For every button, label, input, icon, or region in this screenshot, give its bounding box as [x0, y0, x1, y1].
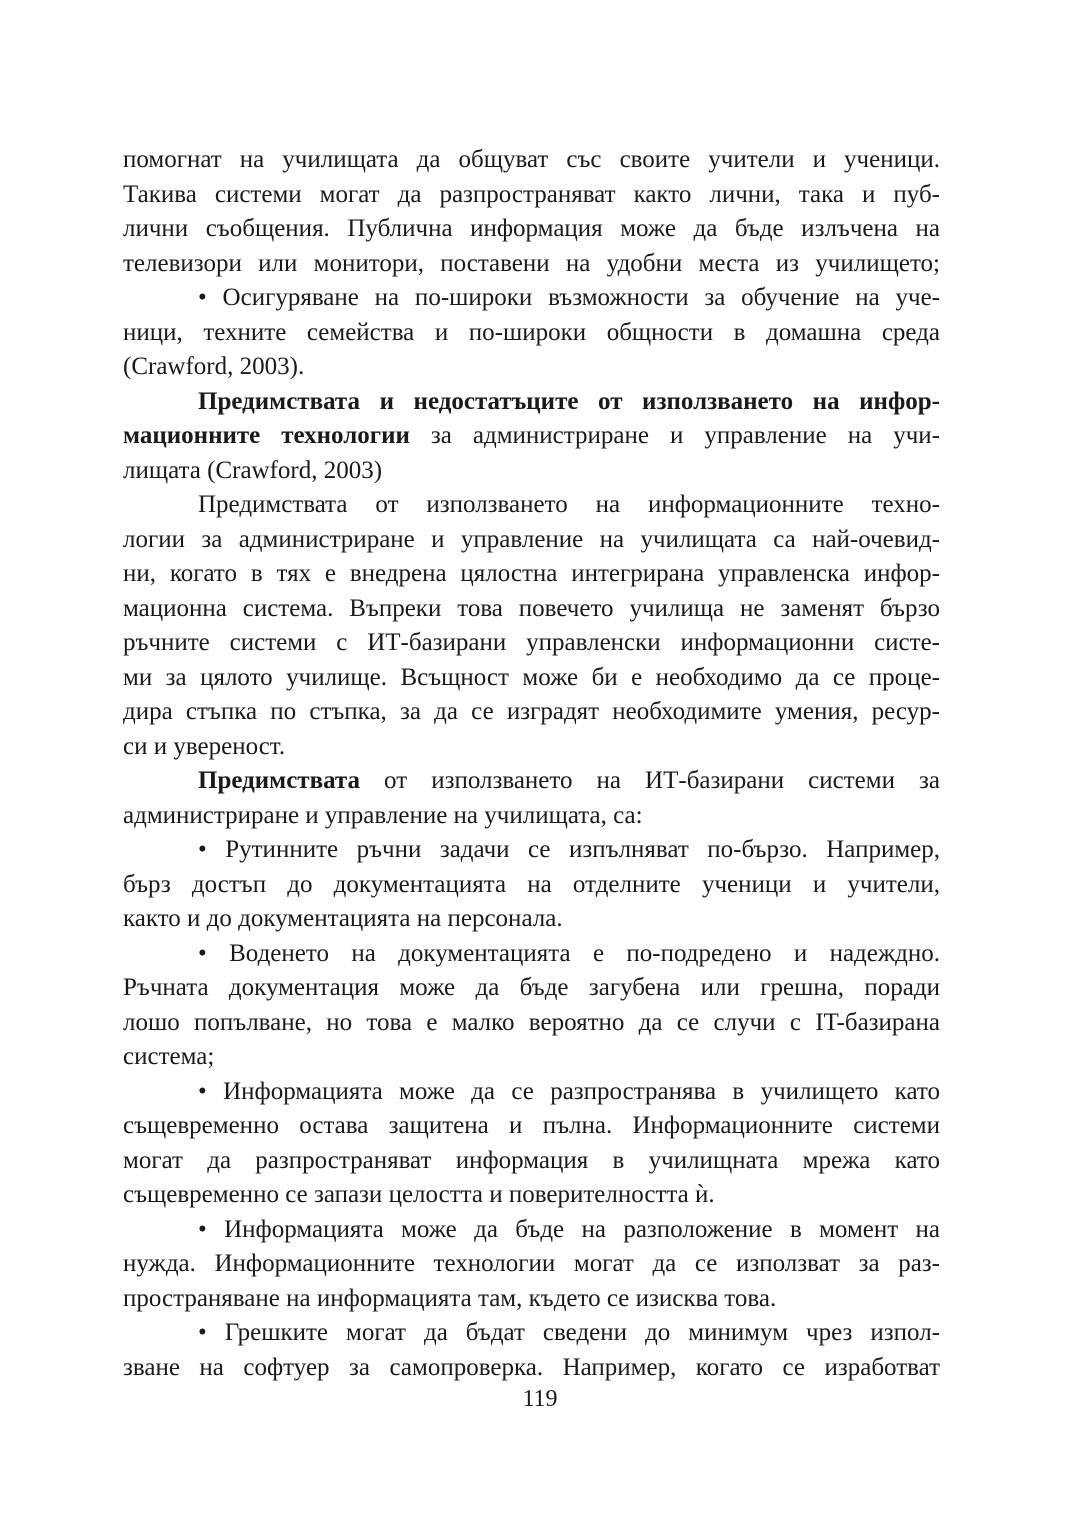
- bullet-paragraph: [123, 1316, 940, 1385]
- heading-line: лищата (Crawford, 2003): [123, 456, 383, 484]
- text-line: могат да разпространяват информация в училищната мрежа като: [123, 1146, 940, 1174]
- text-line: система;: [123, 1043, 215, 1070]
- heading-line: [123, 419, 940, 454]
- text-line: бърз достъп до документацията на отделните ученици и учители,: [123, 870, 940, 898]
- text-line: пространяване на информацията там, където се изисква това.: [123, 1284, 777, 1312]
- text-line: Ръчната документация може да бъде загубена или грешна, поради: [123, 974, 940, 1001]
- text-line: администриране и управление на училищата, са:: [123, 801, 643, 829]
- bullet-paragraph: [123, 1075, 940, 1213]
- text-line: ници, техните семейства и по-широки общности в домашна среда: [123, 318, 940, 346]
- text-line: • Информацията може да бъде на разположение в момент на: [198, 1215, 940, 1243]
- text-line: същевременно остава защитена и пълна. Информационните системи: [123, 1112, 940, 1139]
- section-heading: [123, 385, 940, 489]
- bullet-paragraph: [123, 833, 940, 937]
- text-line: нужда. Информационните технологии могат да се използват за раз-: [123, 1250, 940, 1277]
- text-line: мационна система. Въпреки това повечето училища не заменят бързо: [123, 594, 940, 622]
- heading-bold-text: мационните технологии: [123, 422, 410, 449]
- paragraph: [123, 488, 940, 764]
- text-line: лични съобщения. Публична информация може да бъде излъчена на: [123, 215, 940, 242]
- text-line: както и до документацията на персонала.: [123, 905, 563, 932]
- text-line: дира стъпка по стъпка, за да се изградят необходимите умения, ресур-: [123, 698, 940, 725]
- text-line: • Воденето на документацията е по-подредено и надеждно.: [198, 939, 940, 967]
- paragraph: [123, 764, 940, 833]
- text-line: помогнат на училищата да общуват със своите учители и ученици.: [123, 146, 940, 173]
- heading-regular-text: за администриране и управление на учи-: [409, 422, 940, 449]
- regular-text: от използването на ИТ-базирани системи за: [360, 767, 940, 794]
- page-number: 119: [522, 1386, 558, 1412]
- text-line: лошо попълване, но това е малко вероятно да се случи с IT-базирана: [123, 1008, 940, 1036]
- bullet-paragraph: [123, 281, 940, 385]
- text-line: ми за цялото училище. Всъщност може би е необходимо да се проце-: [123, 663, 940, 691]
- text-line: ни, когато в тях е внедрена цялостна интегрирана управленска инфор-: [123, 560, 940, 587]
- text-line: • Осигуряване на по-широки възможности за обучение на уче-: [198, 284, 940, 311]
- text-line: (Crawford, 2003).: [123, 353, 305, 380]
- paragraph: [123, 143, 940, 281]
- heading-line: Предимствата и недостатъците от използването на инфор-: [198, 387, 940, 415]
- text-line: • Грешките могат да бъдат сведени до минимум чрез изпол-: [198, 1319, 940, 1346]
- text-line: Предимствата от използването на информационните техно-: [198, 491, 940, 518]
- text-line: [123, 764, 940, 799]
- text-line: • Рутинните ръчни задачи се изпълняват по-бързо. Например,: [198, 836, 940, 863]
- text-line: същевременно се запази целостта и поверителността ѝ.: [123, 1181, 715, 1208]
- text-line: • Информацията може да се разпространява в училището като: [198, 1077, 940, 1105]
- text-line: Такива системи могат да разпространяват както лични, така и пуб-: [123, 180, 940, 208]
- text-line: зване на софтуер за самопроверка. Например, когато се изработват: [123, 1353, 940, 1381]
- bullet-paragraph: [123, 937, 940, 1075]
- bullet-paragraph: [123, 1213, 940, 1317]
- text-line: логии за администриране и управление на училищата са най-очевид-: [123, 525, 940, 553]
- text-line: телевизори или монитори, поставени на удобни места из училището;: [123, 249, 940, 277]
- text-line: си и увереност.: [123, 732, 286, 760]
- bold-term: Предимствата: [198, 767, 361, 794]
- page-body: [123, 143, 940, 1385]
- text-line: ръчните системи с ИТ-базирани управленски информационни систе-: [123, 629, 940, 656]
